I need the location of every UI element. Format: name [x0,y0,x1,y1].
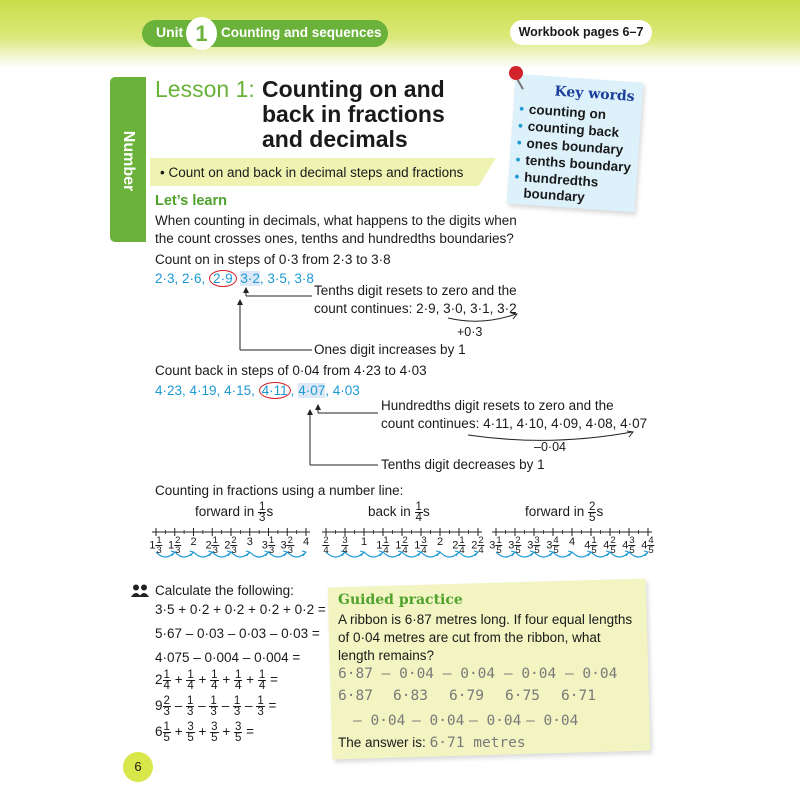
calc-fraction-item: 9 $\frac{2}{3}$ – $\frac{1}{3}$ – $\frac{1}{3}$ – $\frac{1}{3}$ – $\frac{1}{3}$ = [155,695,277,718]
number-line-tick-label: 2 $\frac{2}{3}$ [224,535,237,556]
example2-sequence: 4·23, 4·19, 4·15, 4·11 , 4·07, 4·03 [155,383,360,398]
number-line-tick-label: $\frac{2}{4}$ [323,535,329,556]
fractions-intro: Counting in fractions using a number line: [155,483,404,498]
lets-learn-heading: Let’s learn [155,193,227,209]
number-line-tick-label: 3 $\frac{3}{5}$ [527,535,540,556]
lesson-title-line: back in fractions [262,101,445,127]
number-line-tick-label: 3 $\frac{4}{5}$ [546,535,559,556]
bullet-icon: • [518,101,525,117]
calc-fraction-item: 2 $\frac{1}{4}$ + $\frac{1}{4}$ + $\frac{1}{4}$ + $\frac{1}{4}$ + $\frac{1}{4}$ = [155,669,278,692]
example2-note: Hundredths digit resets to zero and the [381,398,614,413]
calc-fraction-item: 6 $\frac{1}{5}$ + $\frac{3}{5}$ + $\frac{3}{5}$ + $\frac{3}{5}$ = [155,721,255,744]
example2-note2: Tenths digit decreases by 1 [381,457,545,472]
guided-step: – 0·04 [526,713,579,729]
key-word: • counting back [517,118,620,141]
number-line-tick-label: 3 $\frac{1}{3}$ [261,535,275,556]
number-line-tick-label: 2 [190,536,197,548]
number-line-tick-label: 4 $\frac{1}{5}$ [584,535,597,556]
guided-answer-value: 6·71 metres [429,735,526,751]
objective-text: • Count on and back in decimal steps and fractions [160,165,464,180]
unit-number: 1 [195,21,208,46]
number-line-tick-label: 4 $\frac{4}{5}$ [641,535,654,556]
guided-value: 6·87 [338,688,373,704]
guided-answer: The answer is: 6·71 metres [338,735,526,751]
lesson-title-line: Counting on and [262,76,445,102]
calculate-heading: Calculate the following: [155,583,294,598]
number-line-tick-label: 3 $\frac{1}{5}$ [489,535,502,556]
number-line-tick-label: 2 [436,536,444,548]
number-line-tick-label: 1 $\frac{1}{3}$ [149,535,162,556]
numberline-label: forward in $\frac{1}{3}$ s [195,501,274,524]
key-word: • counting on [518,101,607,123]
circled-value: 2·9 [209,270,237,287]
highlighted-value: 4·07 [298,383,326,398]
lesson-label: Lesson 1: [155,76,255,102]
guided-practice-title: Guided practice [338,592,463,608]
side-tab-label: Number [120,130,137,192]
intro-line: When counting in decimals, what happens to the digits when [155,213,517,228]
example1-sequence: 2·3, 2·6, 2·9 3·2, 3·5, 3·8 [155,271,314,286]
pair-work-icon [131,584,149,598]
number-line-tick-label: 4 $\frac{2}{5}$ [603,535,616,556]
key-word: • ones boundary [516,134,624,158]
number-line-tick-label: 1 [360,536,368,548]
number-line-tick-label: 4 [568,536,576,548]
unit-title: Counting and sequences [221,25,382,40]
number-line-tick-label: 2 $\frac{1}{3}$ [205,535,218,556]
example1-prompt: Count on in steps of 0·3 from 2·3 to 3·8 [155,252,391,267]
key-word-continued: boundary [522,185,586,205]
number-line-tick-label: 1 $\frac{3}{4}$ [414,535,427,556]
calc-item: 3·5 + 0·2 + 0·2 + 0·2 + 0·2 = [155,602,326,617]
guided-question-line: A ribbon is 6·87 metres long. If four equal lengths [338,612,633,627]
number-line-tick-label: 4 $\frac{3}{5}$ [622,535,635,556]
guided-question-line: length remains? [338,648,435,663]
example2-prompt: Count back in steps of 0·04 from 4·23 to 4·03 [155,363,427,378]
guided-step: – 0·04 [412,713,465,729]
highlighted-value: 3·2 [240,271,260,286]
page-number: 6 [134,759,142,774]
guided-question-line: of 0·04 metres are cut from the ribbon, what [338,630,601,645]
example1-note: count continues: 2·9, 3·0, 3·1, 3·2 [314,301,517,316]
example1-note2: Ones digit increases by 1 [314,342,466,357]
lesson-title-line: and decimals [262,126,408,152]
guided-step: – 0·04 [469,713,522,729]
unit-label: Unit [156,24,184,40]
number-line-tick-label: $\frac{3}{4}$ [342,535,348,556]
number-line-tick-label: 2 $\frac{1}{4}$ [452,535,465,556]
intro-line: the count crosses ones, tenths and hundredths boundaries? [155,231,514,246]
example1-note: Tenths digit resets to zero and the [314,283,517,298]
number-line-tick-label: 4 [302,536,310,548]
number-line-tick-label: 1 $\frac{1}{4}$ [376,535,389,556]
calc-item: 4·075 – 0·004 – 0·004 = [155,650,301,665]
bullet-icon: • [515,151,521,168]
calc-item: 5·67 – 0·03 – 0·03 – 0·03 = [155,626,320,641]
circled-value: 4·11 [259,382,291,399]
numberline-label: back in $\frac{1}{4}$ s [368,501,430,524]
guided-value: 6·71 [561,688,596,704]
number-line-tick-label: 1 $\frac{2}{4}$ [395,535,408,556]
number-line-tick-label: 3 $\frac{2}{5}$ [508,535,521,556]
example1-step: +0·3 [457,325,483,339]
guided-expression: 6·87 – 0·04 – 0·04 – 0·04 – 0·04 [338,666,618,682]
guided-value: 6·79 [449,688,484,704]
key-words-title: Key words [553,83,636,106]
bullet-icon: • [514,168,520,185]
bullet-icon: • [517,118,524,134]
number-line-tick-label: 3 [246,536,253,548]
bullet-icon: • [516,134,523,151]
guided-value: 6·75 [505,688,540,704]
key-word: • hundredths [514,168,599,190]
guided-value: 6·83 [393,688,428,704]
example2-note: count continues: 4·11, 4·10, 4·09, 4·08, 4·07 [381,416,648,431]
example2-step: –0·04 [534,440,566,454]
number-line-tick-label: 2 $\frac{2}{4}$ [471,535,484,556]
numberline-label: forward in $\frac{2}{5}$ s [525,501,604,524]
number-line-tick-label: 3 $\frac{2}{3}$ [280,535,293,556]
key-word: • tenths boundary [515,151,632,175]
workbook-pages: Workbook pages 6–7 [510,20,652,45]
number-line-tick-label: 1 $\frac{2}{3}$ [168,535,181,556]
guided-step: – 0·04 [353,713,406,729]
